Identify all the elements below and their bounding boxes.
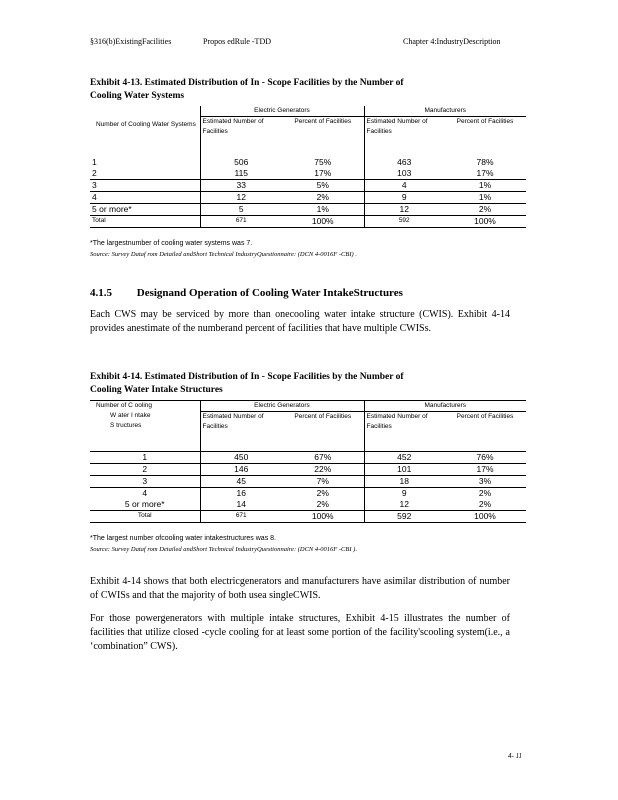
- mfr-percent: 76%: [444, 452, 526, 464]
- row-label: 5 or more*: [90, 203, 200, 215]
- header-right: Chapter 4:IndustryDescription: [403, 37, 501, 46]
- paragraph-3: For those powergenerators with multiple intake structures, Exhibit 4-15 illustrates the number of facilities that utilize closed -cycle cooling for at least some portion of the facility'scooling system(i.e., a ‘combination” CWS).: [90, 613, 510, 652]
- section-title: Designand Operation of Cooling Water IntakeStructures: [136, 287, 403, 299]
- gen-percent: 2%: [282, 488, 364, 500]
- mfr-percent: 17%: [476, 167, 494, 178]
- mfr-count: 103: [364, 168, 444, 180]
- mfr-percent: 1%: [444, 191, 526, 203]
- exhibit-4-13-caption: [90, 77, 530, 103]
- gen-count: 33: [200, 179, 282, 191]
- header-middle: Propos edRule -TDD: [203, 37, 271, 46]
- group-manufacturers: Manufacturers: [364, 401, 526, 412]
- table-row: [90, 452, 526, 464]
- table-row: [90, 168, 526, 180]
- gen-percent: 75%: [314, 156, 332, 167]
- row-label: 5 or more*: [124, 499, 165, 509]
- caption-line-1: Exhibit 4-13. Estimated Distribution of In - Scope Facilities by the Number of: [90, 78, 404, 88]
- sub-pct-gen: Percent of Facilities: [294, 118, 352, 125]
- table-row-total: [90, 511, 526, 523]
- table-row: [90, 157, 526, 168]
- gen-count: 14: [200, 499, 282, 511]
- paragraph-2: Exhibit 4-14 shows that both electricgenerators and manufacturers have asimilar distribution of number of CWISs and that the majority of both usea singleCWIS.: [90, 576, 510, 601]
- row-label: 3: [90, 476, 200, 488]
- row-label: 4: [90, 191, 200, 203]
- gen-count: 506: [200, 157, 282, 168]
- exhibit-4-13-table: [90, 106, 526, 228]
- gen-count: 45: [200, 476, 282, 488]
- mfr-count: 18: [364, 476, 444, 488]
- mfr-count: 9: [364, 488, 444, 500]
- gen-count: 671: [200, 215, 282, 227]
- mfr-count: 12: [364, 203, 444, 215]
- gen-percent: 5%: [282, 179, 364, 191]
- mfr-percent: 100%: [444, 215, 526, 227]
- gen-count: 450: [200, 452, 282, 464]
- mfr-count: 12: [364, 499, 444, 511]
- mfr-percent: 78%: [476, 156, 494, 167]
- sub-est-mfr: Estimated Number of Facilities: [364, 117, 444, 157]
- gen-percent: 100%: [282, 511, 364, 523]
- gen-percent: 67%: [282, 452, 364, 464]
- row-label: 4: [90, 488, 200, 500]
- exhibit-4-14-footnote: *The largest number ofcooling water intakestructures was 8.: [90, 535, 276, 542]
- paragraph-1: Each CWS may be serviced by more than onecooling water intake structure (CWIS). Exhibit 4-14 provides anestimate of the numberand percent of facilities that have multiple CWISs.: [90, 309, 510, 334]
- gen-percent: 7%: [282, 476, 364, 488]
- row-label: 3: [90, 179, 200, 191]
- row-label: Total: [90, 511, 200, 523]
- gen-count: 671: [200, 511, 282, 523]
- exhibit-4-13-source: Source: Survey Dataf rom Detailed andShort Technical IndustryQuestionnaire: (DCN 4-0016F -CBI) .: [90, 251, 357, 258]
- gen-percent: 2%: [282, 191, 364, 203]
- mfr-count: 9: [364, 191, 444, 203]
- page-number: 4- 11: [508, 752, 523, 760]
- table-row: [90, 488, 526, 500]
- table-row: [90, 476, 526, 488]
- col-label-line: S tructures: [110, 422, 142, 429]
- exhibit-4-14-caption: [90, 371, 530, 397]
- sub-est-gen: Estimated Number of Facilities: [200, 117, 282, 157]
- section-heading: [90, 287, 403, 299]
- mfr-percent: 1%: [444, 179, 526, 191]
- mfr-percent: 2%: [444, 488, 526, 500]
- gen-count: 115: [200, 168, 282, 180]
- col-label: [90, 401, 200, 452]
- gen-count: 12: [200, 191, 282, 203]
- gen-percent: 100%: [282, 215, 364, 227]
- mfr-count: 592: [364, 215, 444, 227]
- caption-line-2: Cooling Water Intake Structures: [90, 385, 223, 395]
- gen-count: 5: [200, 203, 282, 215]
- gen-count: 16: [200, 488, 282, 500]
- mfr-count: 452: [364, 452, 444, 464]
- mfr-percent: 3%: [444, 476, 526, 488]
- header-left: §316(b)ExistingFacilities: [90, 37, 172, 46]
- gen-percent: 1%: [282, 203, 364, 215]
- gen-percent: 22%: [282, 464, 364, 476]
- exhibit-4-13-footnote: *The largestnumber of cooling water systems was 7.: [90, 240, 253, 247]
- gen-percent: 2%: [316, 499, 329, 509]
- table-row: [90, 179, 526, 191]
- mfr-count: 4: [364, 179, 444, 191]
- table-row-total: [90, 215, 526, 227]
- section-number: 4.1.5: [90, 287, 112, 299]
- sub-est-mfr: Estimated Number of Facilities: [364, 412, 444, 452]
- table-row: [90, 464, 526, 476]
- mfr-percent: 17%: [444, 464, 526, 476]
- group-generators: Electric Generators: [200, 106, 364, 117]
- table-row: [90, 499, 526, 511]
- group-manufacturers: Manufacturers: [364, 106, 526, 117]
- sub-pct-mfr: Percent of Facilities: [456, 413, 514, 420]
- row-label: 1: [90, 452, 200, 464]
- mfr-count: 592: [364, 511, 444, 523]
- sub-pct-gen: Percent of Facilities: [294, 413, 352, 420]
- gen-percent: 17%: [314, 167, 332, 178]
- group-generators: Electric Generators: [200, 401, 364, 412]
- mfr-percent: 2%: [478, 499, 492, 509]
- exhibit-4-14-source: Source: Survey Dataf rom Detailed andShort Technical IndustryQuestionnaire: (DCN 4-0016F -CBI ).: [90, 546, 357, 553]
- row-label: Total: [90, 215, 200, 227]
- col-label-line: Number of C ooling: [96, 402, 152, 409]
- gen-count: 146: [200, 464, 282, 476]
- row-label: 2: [90, 464, 200, 476]
- sub-est-gen: Estimated Number of Facilities: [200, 412, 282, 452]
- mfr-count: 463: [364, 157, 444, 168]
- mfr-count: 101: [364, 464, 444, 476]
- caption-line-1: Exhibit 4-14. Estimated Distribution of In - Scope Facilities by the Number of: [90, 372, 404, 382]
- row-label: 2: [92, 167, 97, 178]
- mfr-percent: 2%: [444, 203, 526, 215]
- table-row: [90, 203, 526, 215]
- caption-line-2: Cooling Water Systems: [90, 91, 185, 101]
- table-row: [90, 191, 526, 203]
- sub-pct-mfr: Percent of Facilities: [456, 118, 514, 125]
- row-label: 1: [92, 156, 97, 167]
- col-label: Number of Cooling Water Systems: [96, 121, 196, 128]
- mfr-percent: 100%: [444, 511, 526, 523]
- col-label-line: W ater I ntake: [110, 412, 151, 419]
- exhibit-4-14-table: [90, 400, 526, 523]
